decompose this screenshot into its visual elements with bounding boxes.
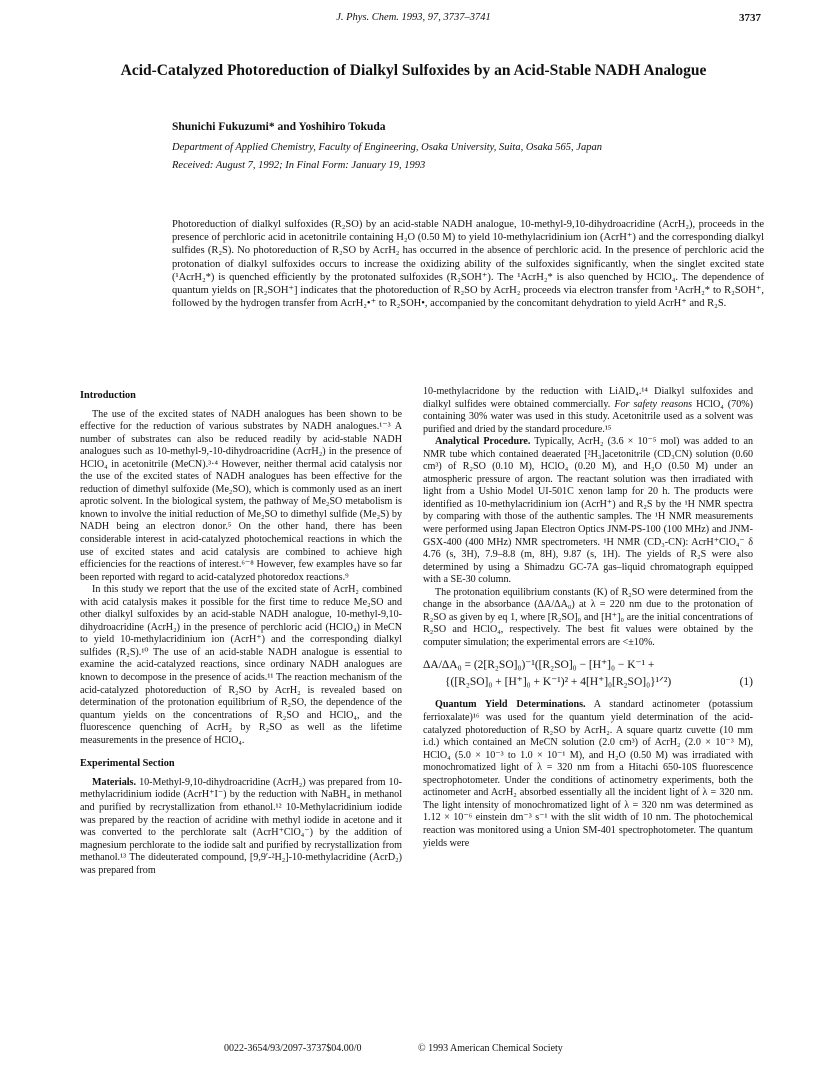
materials-text: 10-Methyl-9,10-dihydroacridine (AcrH₂) was prepared from 10-methylacridinium iodide (AcrH⁺I⁻) by the reduction with NaBH₄ in methanol and purified by recrystallization from ethanol.¹² 10-Methylacridinium iodide was prepared by the reaction of acridine with methyl iodide in acetone and it was converted to the perchlorate salt (AcrH⁺ClO₄⁻) by the addition of magnesium perchlorate to the iodide salt and purified by recrystallization from methanol.¹³ The dideuterated compound, [9,9′-²H₂]-10-methylacridine (AcrD₂) was prepared from <box>80 776 402 876</box>
analytical-label: Analytical Procedure. <box>435 436 531 448</box>
experimental-heading: Experimental Section <box>80 758 175 770</box>
quantum-yield-paragraph <box>423 699 753 850</box>
copyright: © 1993 American Chemical Society <box>418 1043 563 1054</box>
protonation-paragraph: The protonation equilibrium constants (K) of R₂SO were determined from the change in the absorbance (ΔA/ΔA₀) at λ = 220 nm due to the protonation of R₂SO as given by eq 1, where [R₂SO]₀ and [H⁺]₀ are the initial concentrations of R₂SO and HClO₄, respectively. The best fit values were obtained by the computer simulation; the experimental errors are <±10%. <box>423 586 753 648</box>
introduction-paragraph-2: In this study we report that the use of the excited state of AcrH₂ combined with acid catalysis makes it possible for the first time to reduce Me₂SO and other dialkyl sulfoxides by an acid-stable NADH analogue, 10-methyl-9,10-dihydroacridine (AcrH₂) in the presence of perchloric acid (HClO₄) in MeCN to yield 10-methylacridinium ion (AcrH⁺) and the corresponding dialkyl sulfides (R₂S).¹⁰ The use of an acid-stable NADH analogue is essential to examine the acid-catalyzed reactions, since ordinary NADH analogues are known to decompose in the presence of acids.¹¹ The reaction mechanism of the acid-catalyzed photoreduction of R₂SO by AcrH₂ is revealed based on determination of the protonation equilibrium of R₂SO, the dependence of the quantum yields on the concentrations of R₂SO and HClO₄, and the fluorescence quenching of AcrH₂ by R₂SO as well as the lifetime measurements in the presence of HClO₄. <box>80 584 402 746</box>
equation-line-2 <box>423 674 753 691</box>
author-list: Shunichi Fukuzumi* and Yoshihiro Tokuda <box>172 121 386 133</box>
equation-number: (1) <box>739 676 753 689</box>
left-column <box>80 386 402 877</box>
page-number: 3737 <box>739 12 761 24</box>
equation-line-1: ΔA/ΔA₀ = (2[R₂SO]₀)⁻¹([R₂SO]₀ − [H⁺]₀ − K⁻¹ + <box>423 659 655 672</box>
equation-1 <box>423 657 753 691</box>
introduction-heading: Introduction <box>80 390 136 401</box>
right-column <box>423 386 753 850</box>
received-dates: Received: August 7, 1992; In Final Form: January 19, 1993 <box>172 160 426 171</box>
equation-line-2-text: {([R₂SO]₀ + [H⁺]₀ + K⁻¹)² + 4[H⁺]₀[R₂SO]₀}¹ᐟ²) <box>445 676 672 689</box>
safety-phrase: For safety reasons <box>614 398 693 410</box>
journal-citation: J. Phys. Chem. 1993, 97, 3737–3741 <box>336 12 491 23</box>
article-code: 0022-3654/93/2097-3737$04.00/0 <box>224 1043 362 1054</box>
materials-continued <box>423 386 753 436</box>
abstract: Photoreduction of dialkyl sulfoxides (R₂SO) by an acid-stable NADH analogue, 10-methyl-9,10-dihydroacridine (AcrH₂), proceeds in the presence of perchloric acid in acetonitrile containing H₂O (0.50 M) to yield 10-methylacridinium ion (AcrH⁺) and the corresponding dialkyl sulfides (R₂S). No photoreduction of R₂SO by AcrH₂ has occurred in the absence of perchloric acid. In the presence of perchloric acid the protonation of dialkyl sulfoxides occurs to increase the oxidizing ability of the sulfoxides significantly, when the singlet excited state (¹AcrH₂*) is quenched efficiently by the protonated sulfoxides (R₂SOH⁺). The ¹AcrH₂* is also quenched by HClO₄. The dependence of quantum yields on [R₂SOH⁺] indicates that the photoreduction of R₂SO by AcrH₂ proceeds via electron transfer from ¹AcrH₂* to R₂SOH⁺, followed by the hydrogen transfer from AcrH₂•⁺ to R₂SOH•, accompanied by the concomitant dehydration to yield AcrH⁺ and R₂S. <box>172 219 764 310</box>
materials-continued-text: 10-methylacridone by the reduction with LiAlD₄.¹⁴ Dialkyl sulfoxides and dialkyl sulfides were obtained commercially. <box>423 386 753 410</box>
quantum-yield-label: Quantum Yield Determinations. <box>435 699 586 711</box>
quantum-yield-text: A standard actinometer (potassium ferrioxalate)¹⁶ was used for the quantum yield determination of the acid-catalyzed photoreduction of R₂SO by AcrH₂. A square quartz cuvette (10 mm i.d.) which contained an MeCN solution (2.0 cm³) of AcrH₂ (2.0 × 10⁻³ M), HClO₄ (5.0 × 10⁻³ to 1.0 × 10⁻¹ M), and H₂O (0.50 M) was irradiated with monochromatized light of λ = 320 nm from a Hitachi 650-10S fluorescence spectrophotometer. Under the conditions of actinometry experiments, both the actinometer and AcrH₂ absorbed essentially all the incident light of λ = 320 nm. The light intensity of monochromatized light of λ = 320 nm was determined as 1.12 × 10⁻⁶ einstein dm⁻³ s⁻¹ with the slit width of 10 nm. The photochemical reaction was monitored using a Union SM-401 spectrophotometer. The quantum yields were <box>423 699 753 849</box>
analytical-text: Typically, AcrH₂ (3.6 × 10⁻⁵ mol) was added to an NMR tube which contained deaerated [²H₃]acetonitrile (CD₃CN) solution (0.60 cm³) of R₂SO (0.10 M), HClO₄ (0.20 M), and H₂O (0.50 M) under an atmospheric pressure of argon. The reactant solution was then irradiated with light from a Ushio Model UI-501C xenon lamp for 20 h. The products were identified as 10-methylacridinium ion (AcrH⁺) and R₂S by the ¹H NMR spectra by comparing with those of the authentic samples. The ¹H NMR measurements were performed using Japan Electron Optics JNM-PS-100 (100 MHz) and JNM-GSX-400 (400 MHz) NMR spectrometers. ¹H NMR (CD₃-CN): AcrH⁺ClO₄⁻ δ 4.76 (s, 3H), 7.9–8.8 (m, 8H), 9.87 (s, 1H). The yields of R₂S were also determined by using a Shimadzu GC-7A gas–liquid chromatograph equipped with a SE-30 column. <box>423 436 753 586</box>
introduction-paragraph-1: The use of the excited states of NADH analogues has been shown to be effective for the reduction of various substrates by NADH analogues.¹⁻³ A number of substrates can also be reduced readily by acid-stable NADH analogues such as 10-methyl-9,-10-dihydroacridine (AcrH₂) in the presence of HClO₄ in acetonitrile (MeCN).³·⁴ However, neither thermal acid catalysis nor the use of the excited states of NADH analogues has been effective for the reduction of dimethyl sulfoxide (Me₂SO), which is commonly used as an inert aprotic solvent. In the biological system, the pathway of Me₂SO metabolism is known to involve the initial reduction of Me₂SO to dimethyl sulfide (Me₂S) by NADH being an electron donor.⁵ On the other hand, there has been considerable interest in acid-catalyzed photochemical reactions in which the use of excited states and acid catalysis are combined to achieve high efficiencies for the reactions of interest.⁶⁻⁸ However, few examples have so far been reported with regard to acid-catalyzed photoredox reactions.⁹ <box>80 408 402 583</box>
materials-label: Materials. <box>92 776 137 788</box>
materials-continued-tail: HClO₄ (70%) containing 30% water was used in this study. Acetonitrile used as a solvent was purified and dried by the standard procedure.¹⁵ <box>423 398 754 435</box>
materials-paragraph <box>80 777 402 877</box>
affiliation: Department of Applied Chemistry, Faculty of Engineering, Osaka University, Suita, Osaka 565, Japan <box>172 142 602 153</box>
analytical-paragraph <box>423 436 753 587</box>
article-title: Acid-Catalyzed Photoreduction of Dialkyl Sulfoxides by an Acid-Stable NADH Analogue <box>120 62 707 79</box>
